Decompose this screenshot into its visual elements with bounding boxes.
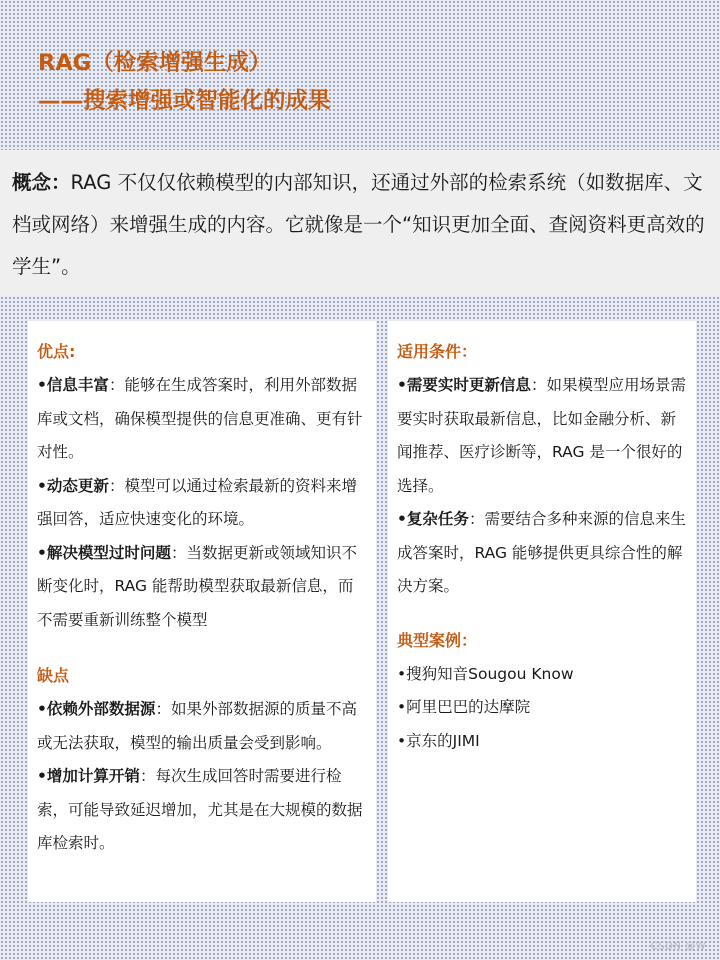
item-sep: ： — [139, 767, 156, 785]
bullet: • — [37, 376, 47, 394]
spacer — [37, 637, 366, 659]
title-line-2: ——搜索增强或智能化的成果 — [38, 88, 331, 114]
item-term: 依赖外部数据源 — [46, 700, 156, 718]
watermark: CSDN @W — [650, 941, 706, 952]
item-text: 每次生成回答时需要进行检索，可能导致延迟增加，尤其是在大规模的数据库检索时。 — [37, 767, 363, 852]
bullet: • — [397, 698, 407, 716]
case-item — [397, 658, 686, 692]
concept-box — [0, 150, 720, 296]
cons-heading: 缺点 — [37, 666, 70, 685]
item-term: 解决模型过时问题 — [46, 543, 171, 562]
concept-label: 概念： — [12, 171, 71, 194]
item-term: 增加计算开销 — [46, 767, 140, 785]
bullet: • — [37, 543, 47, 562]
case-text: 搜狗知音Sougou Know — [406, 664, 574, 683]
cases-heading: 典型案例： — [397, 630, 478, 650]
item-sep: ： — [108, 376, 125, 394]
bullet: • — [37, 700, 47, 718]
conditions-item — [397, 503, 686, 604]
bullet: • — [397, 510, 407, 528]
bullet: • — [397, 376, 407, 394]
cons-item — [37, 693, 366, 760]
item-term: 需要实时更新信息 — [406, 376, 531, 394]
item-term: 复杂任务 — [406, 510, 469, 528]
item-text: 模型可以通过检索最新的资料来增强回答，适应快速变化的环境。 — [37, 476, 357, 528]
item-sep: ： — [468, 510, 485, 528]
pros-item — [37, 470, 366, 537]
item-text: 如果外部数据源的质量不高或无法获取，模型的输出质量会受到影响。 — [37, 700, 357, 752]
case-item — [397, 725, 686, 759]
bullet: • — [37, 767, 47, 785]
item-text: 当数据更新或领域知识不断变化时，RAG 能帮助模型获取最新信息，而不需要重新训练整个模型 — [37, 543, 357, 629]
page-title — [38, 44, 331, 120]
conditions-item — [397, 369, 686, 503]
concept-text: RAG 不仅仅依赖模型的内部知识，还通过外部的检索系统（如数据库、文档或网络）来增强生成的内容。它就像是一个“知识更加全面、查阅资料更高效的学生”。 — [12, 171, 705, 278]
item-text: 能够在生成答案时，利用外部数据库或文档，确保模型提供的信息更准确、更有针对性。 — [37, 376, 363, 461]
pros-heading: 优点: — [37, 342, 76, 361]
item-sep: ： — [170, 543, 187, 562]
title-line-1: RAG（检索增强生成） — [38, 50, 272, 76]
item-text: 需要结合多种来源的信息来生成答案时，RAG 能够提供更具综合性的解决方案。 — [397, 510, 686, 595]
case-text: 阿里巴巴的达摩院 — [406, 698, 531, 716]
spacer — [397, 604, 686, 624]
item-term: 信息丰富 — [46, 376, 109, 394]
bullet: • — [37, 476, 47, 495]
pros-cons-card — [28, 321, 376, 902]
item-sep: ： — [108, 476, 125, 495]
item-sep: ： — [530, 376, 547, 394]
item-term: 动态更新 — [46, 476, 109, 495]
bullet: • — [397, 731, 407, 750]
cons-item — [37, 760, 366, 861]
pros-item — [37, 537, 366, 638]
item-sep: ： — [155, 700, 171, 718]
conditions-heading: 适用条件： — [397, 342, 478, 361]
case-text: 京东的JIMI — [406, 731, 480, 750]
pros-item — [37, 369, 366, 470]
item-text: 如果模型应用场景需要实时获取最新信息，比如金融分析、新闻推荐、医疗诊断等，RAG 是一个很好的选择。 — [397, 376, 686, 495]
bullet: • — [397, 664, 407, 683]
conditions-cases-card — [388, 321, 696, 902]
case-item — [397, 691, 686, 725]
